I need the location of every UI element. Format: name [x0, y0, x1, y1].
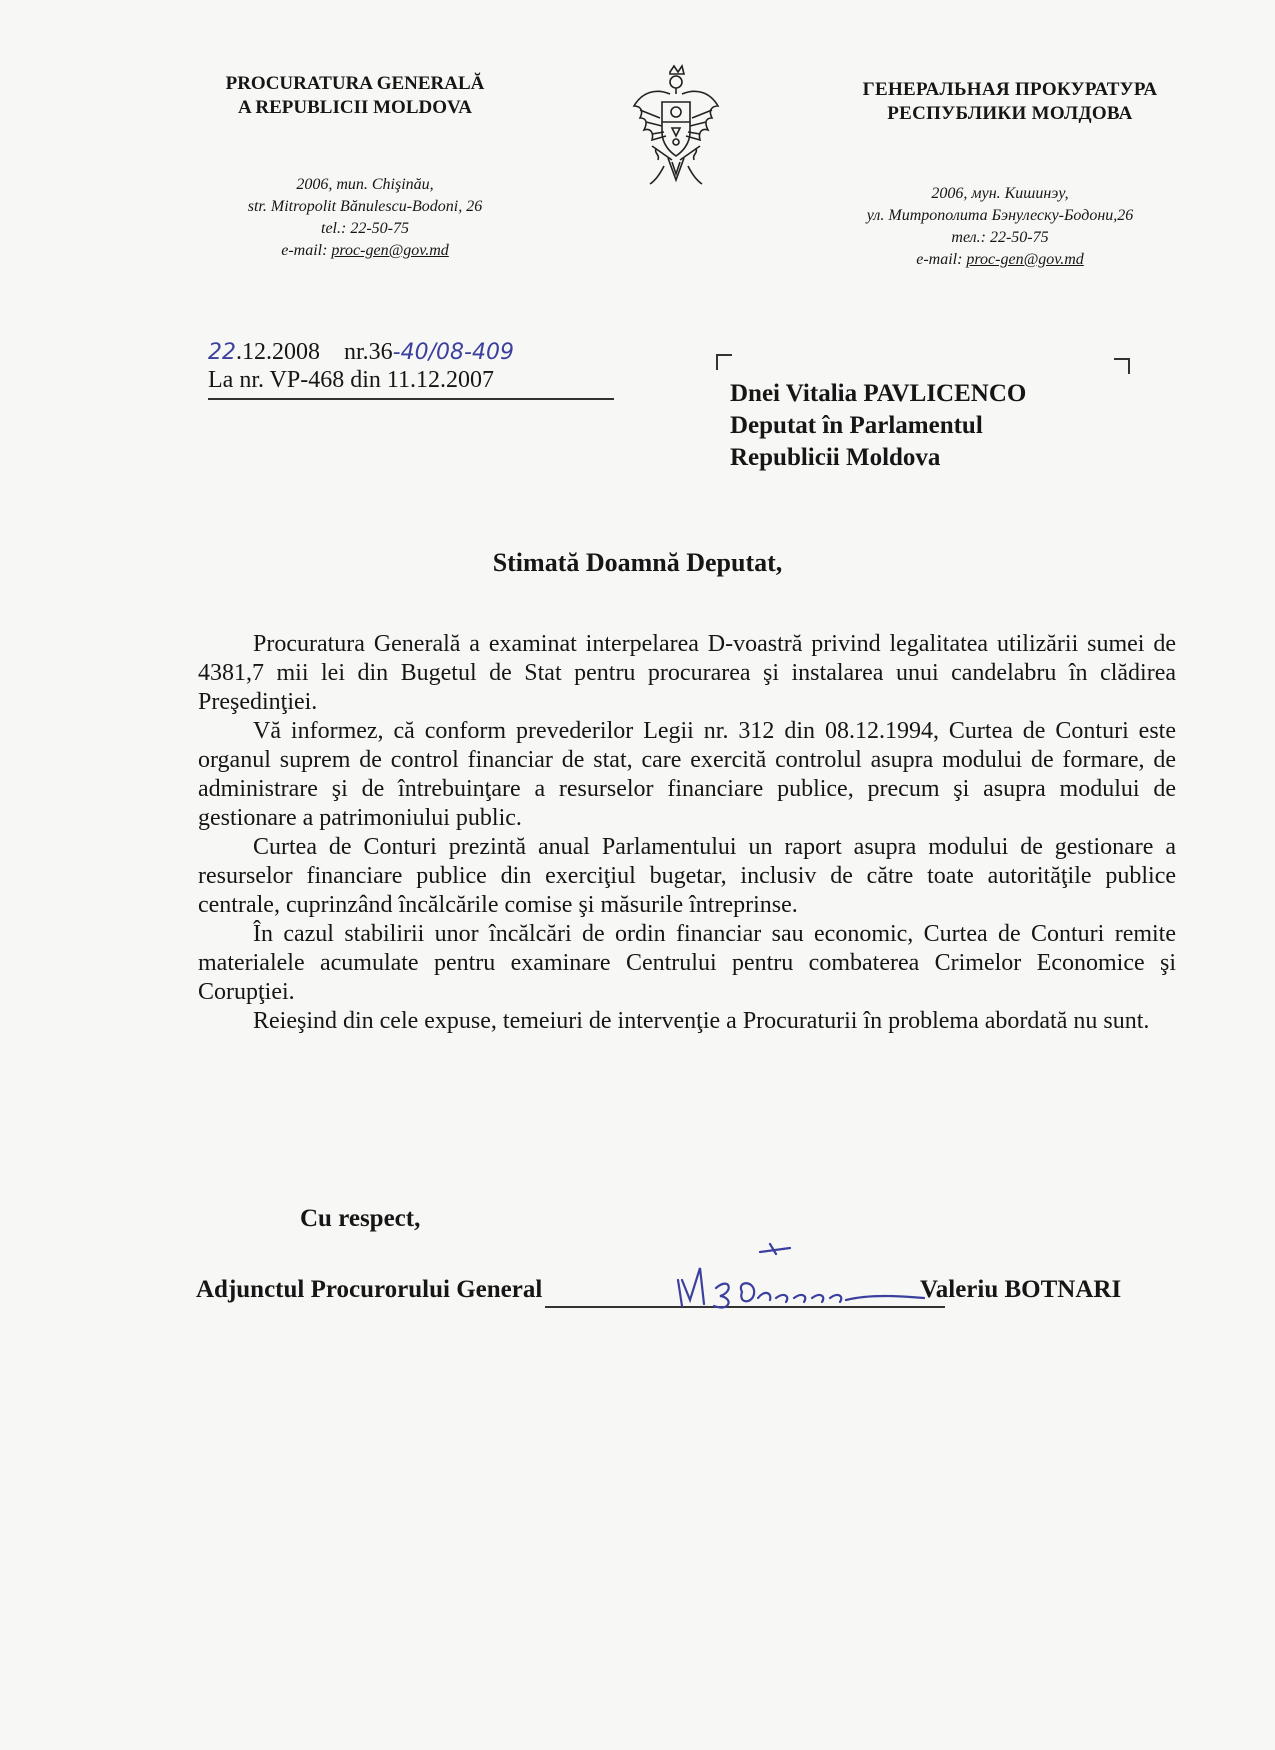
handwritten-day: 22: [208, 340, 236, 365]
address-ro-line2: str. Mitropolit Bănulescu-Bodoni, 26: [247, 198, 483, 215]
letter-body: [198, 630, 1176, 1036]
signatory-title: Adjunctul Procurorului General: [196, 1276, 543, 1303]
header-institution-ro: [160, 72, 550, 120]
paragraph: Procuratura Generală a examinat interpelarea D-voastră privind legalitatea utilizării sumei de 4381,7 mii lei din Bugetul de Stat pentru procurarea şi instalarea unui candelabru în clădirea Preşedinţiei.: [198, 631, 1176, 715]
signatory-name: Valeriu BOTNARI: [920, 1276, 1122, 1303]
address-block-ru: [800, 183, 1200, 271]
email-link[interactable]: proc-gen@gov.md: [966, 251, 1084, 268]
coat-of-arms-icon: [626, 62, 726, 202]
closing: Cu respect,: [300, 1205, 421, 1232]
recipient-block: [730, 378, 1026, 474]
recipient-country: Republicii Moldova: [730, 444, 941, 471]
email-label: e-mail:: [281, 242, 328, 259]
reply-reference: La nr. VP-468 din 11.12.2007: [208, 367, 494, 393]
header-ro-line1: PROCURATURA GENERALĂ: [225, 73, 485, 94]
email-label: e-mail:: [916, 251, 963, 268]
address-ru-line1: 2006, мун. Кишинэу,: [931, 185, 1069, 202]
address-corner-mark: [1114, 358, 1130, 374]
header-institution-ru: [800, 78, 1220, 126]
address-ru-email-row: [800, 249, 1200, 271]
handwritten-number: -40/08-409: [392, 340, 514, 365]
handwritten-signature: [660, 1240, 940, 1320]
address-ro-email-row: [200, 240, 530, 262]
salutation: Stimată Doamnă Deputat,: [492, 548, 783, 577]
address-ru-phone: тел.: 22-50-75: [951, 229, 1049, 246]
reference-number: [208, 338, 514, 367]
email-link[interactable]: proc-gen@gov.md: [331, 242, 449, 259]
reference-underline: [208, 398, 614, 400]
address-ro-line1: 2006, mun. Chişinău,: [296, 176, 434, 193]
reference-nr: nr.36: [344, 339, 393, 365]
header-ru-line2: РЕСПУБЛИКИ МОЛДОВА: [887, 103, 1133, 124]
address-block-ro: [200, 174, 530, 262]
paragraph: Curtea de Conturi prezintă anual Parlamentului un raport asupra modului de gestionare a resurselor financiare publice din exerciţiul bugetar, inclusiv de către toate autorităţile publice centrale, cuprinzând încălcările comise şi măsurile întreprinse.: [198, 834, 1176, 918]
paragraph: Reieşind din cele expuse, temeiuri de intervenţie a Procuraturii în problema abordată nu sunt.: [253, 1008, 1150, 1034]
recipient-name: Dnei Vitalia PAVLICENCO: [730, 380, 1027, 407]
recipient-position: Deputat în Parlamentul: [730, 412, 983, 439]
reference-date: .12.2008: [236, 339, 320, 365]
address-corner-mark: [716, 354, 732, 370]
paragraph: În cazul stabilirii unor încălcări de ordin financiar sau economic, Curtea de Conturi remite materialele acumulate pentru examinare Centrului pentru combaterea Crimelor Economice şi Corupţiei.: [198, 921, 1176, 1005]
address-ro-phone: tel.: 22-50-75: [321, 220, 409, 237]
paragraph: Vă informez, că conform prevederilor Legii nr. 312 din 08.12.1994, Curtea de Conturi este organul suprem de control financiar de stat, care exercită controlul asupra modului de formare, de administrare şi de întrebuinţare a resurselor financiare publice, precum şi asupra modului de gestionare a patrimoniului public.: [198, 718, 1176, 831]
address-ru-line2: ул. Митрополита Бэнулеску-Бодони,26: [866, 207, 1134, 224]
header-ro-line2: A REPUBLICII MOLDOVA: [237, 97, 473, 118]
header-ru-line1: ГЕНЕРАЛЬНАЯ ПРОКУРАТУРА: [862, 79, 1158, 100]
